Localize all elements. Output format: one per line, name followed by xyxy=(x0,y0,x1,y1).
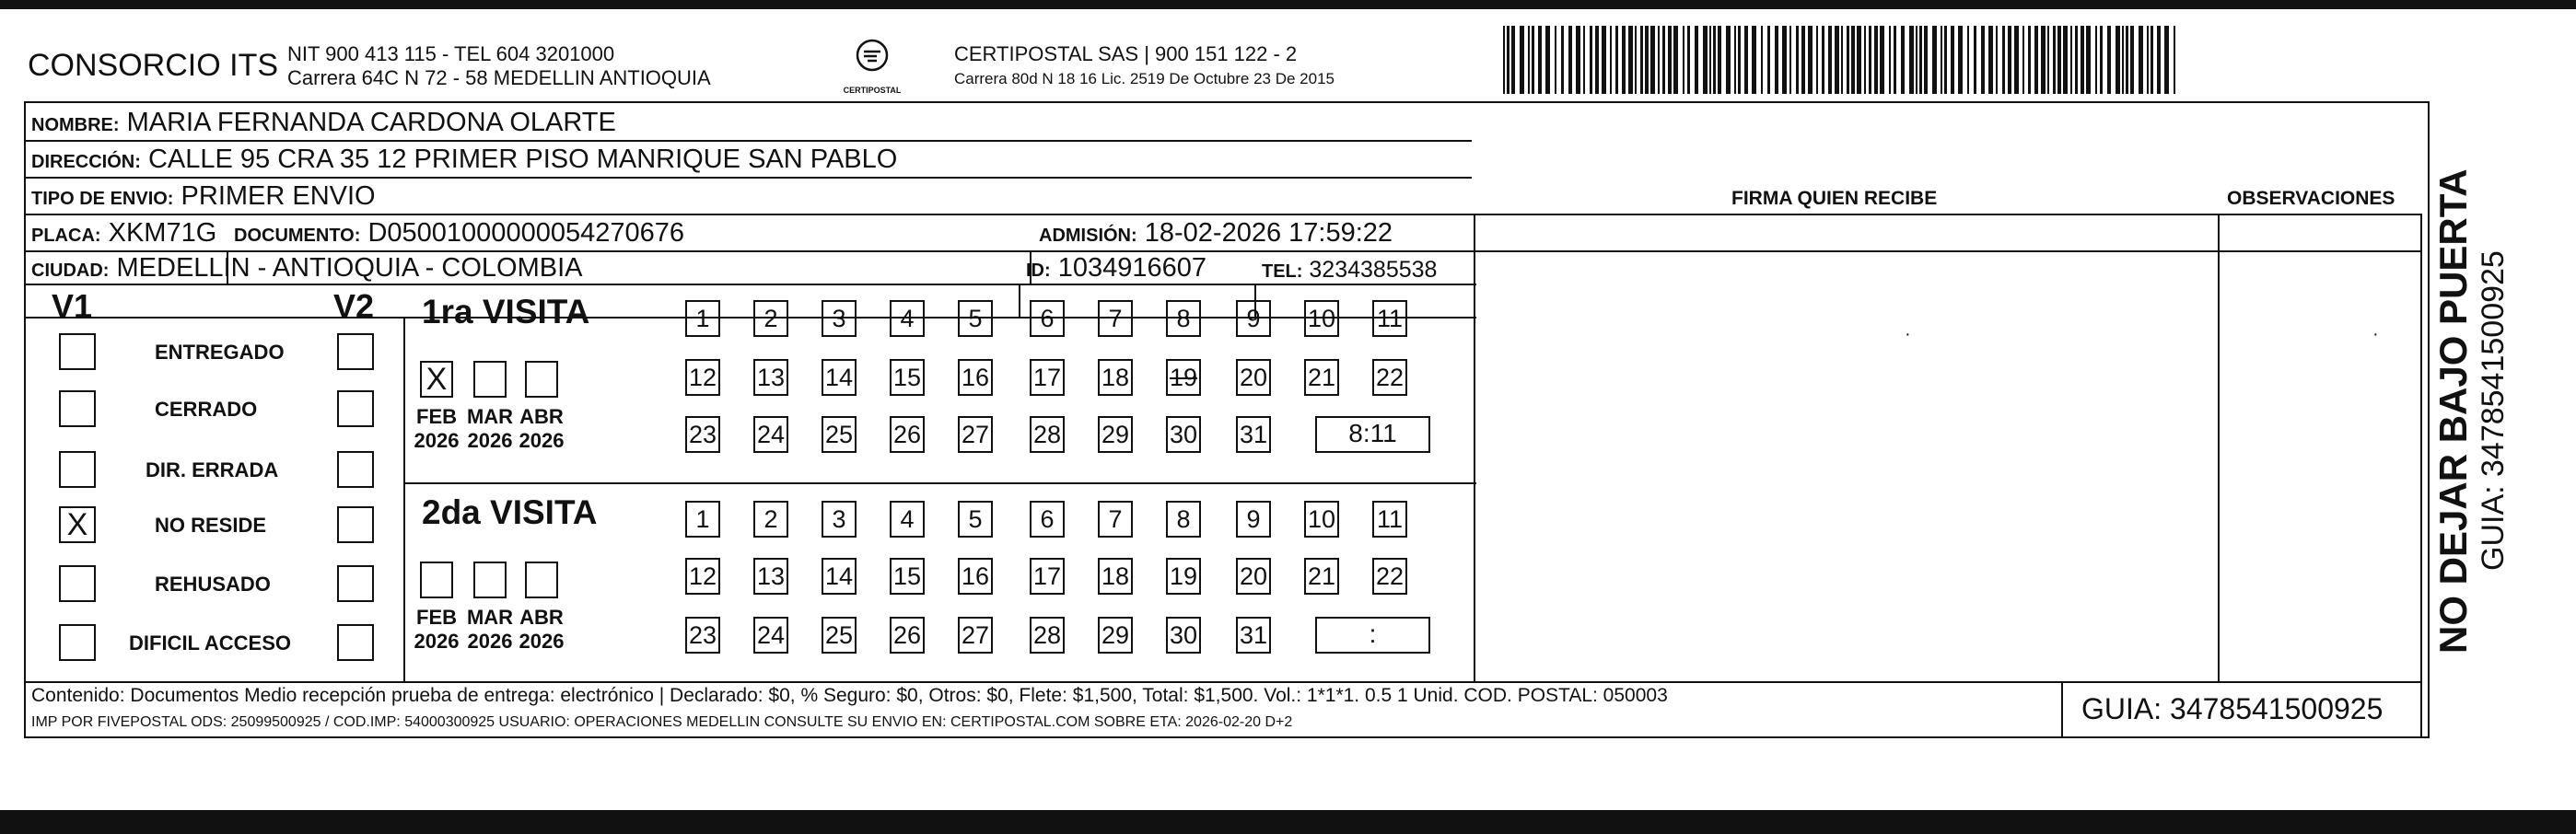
first-visit-day-21[interactable]: 21 xyxy=(1304,359,1339,396)
month-label: ABR 2026 xyxy=(519,405,565,452)
v1-checkbox-dificil-acceso[interactable] xyxy=(59,624,96,661)
barcode-bar xyxy=(1909,26,1914,94)
placa-field xyxy=(31,217,216,251)
v2-checkbox-no-reside[interactable] xyxy=(337,506,374,543)
barcode-bar xyxy=(2081,26,2084,94)
status-label: ENTREGADO xyxy=(155,341,285,364)
barcode-bar xyxy=(1590,26,1592,94)
barcode-bar xyxy=(1635,26,1637,94)
barcode-bar xyxy=(1864,26,1866,94)
nombre-row xyxy=(31,107,616,141)
first-visit-day-30[interactable]: 30 xyxy=(1166,416,1201,453)
company-line2: Carrera 64C N 72 - 58 MEDELLIN ANTIOQUIA xyxy=(287,66,711,89)
v1-checkbox-no-reside[interactable]: X xyxy=(59,506,96,543)
second-visit-day-25[interactable]: 25 xyxy=(822,617,857,654)
guia-number: GUIA: 3478541500925 xyxy=(2081,692,2384,725)
barcode-bar xyxy=(1822,26,1824,94)
documento-field xyxy=(234,217,684,251)
v1-checkbox-cerrado[interactable] xyxy=(59,390,96,427)
first-visit-day-18[interactable]: 18 xyxy=(1098,359,1133,396)
tipo-value: PRIMER ENVIO xyxy=(181,181,376,211)
barcode-bar xyxy=(2070,26,2072,94)
barcode-bar xyxy=(2053,26,2056,94)
month-label: MAR 2026 xyxy=(466,606,514,653)
admision-label: ADMISIÓN: xyxy=(1039,226,1137,246)
obs-dot: · xyxy=(2372,324,2379,344)
barcode-bar xyxy=(1561,26,1564,94)
first-visit-day-26[interactable]: 26 xyxy=(890,416,925,453)
second-visit-day-2[interactable]: 2 xyxy=(753,501,788,538)
second-visit-day-22[interactable]: 22 xyxy=(1372,558,1407,595)
first-visit-day-1[interactable]: 1 xyxy=(685,300,720,337)
v2-checkbox-dir-errada[interactable] xyxy=(337,451,374,488)
second-visit-day-27[interactable]: 27 xyxy=(958,617,993,654)
v2-checkbox-rehusado[interactable] xyxy=(337,565,374,602)
first-visit-day-25[interactable]: 25 xyxy=(822,416,857,453)
first-visit-day-9[interactable]: 9 xyxy=(1236,300,1271,337)
barcode-bar xyxy=(2122,26,2124,94)
second-visit-day-9[interactable]: 9 xyxy=(1236,501,1271,538)
barcode-bar xyxy=(2002,26,2005,94)
placa-label: PLACA: xyxy=(31,226,101,246)
second-visit-day-4[interactable]: 4 xyxy=(890,501,925,538)
first-visit-day-22[interactable]: 22 xyxy=(1372,359,1407,396)
barcode-bar xyxy=(1894,26,1896,94)
second-visit-day-28[interactable]: 28 xyxy=(1030,617,1065,654)
direccion-row xyxy=(31,144,897,178)
barcode-bar xyxy=(1658,26,1660,94)
id-value: 1034916607 xyxy=(1057,253,1207,283)
side-guia-number: GUIA: 3478541500925 xyxy=(2476,250,2511,571)
second-visit-day-6[interactable]: 6 xyxy=(1030,501,1065,538)
v2-checkbox-entregado[interactable] xyxy=(337,333,374,370)
second-visit-day-30[interactable]: 30 xyxy=(1166,617,1201,654)
first-visit-month-box-abr[interactable] xyxy=(525,361,558,398)
barcode-bar xyxy=(1789,26,1791,94)
barcode-bar xyxy=(2047,26,2049,94)
barcode-bar xyxy=(2107,26,2111,94)
v1-header: V1 xyxy=(52,287,93,325)
first-visit-day-27[interactable]: 27 xyxy=(958,416,993,453)
second-visit-day-18[interactable]: 18 xyxy=(1098,558,1133,595)
barcode-bar xyxy=(1511,26,1515,94)
direccion-value: CALLE 95 CRA 35 12 PRIMER PISO MANRIQUE SAN PABLO xyxy=(147,145,898,174)
barcode-bar xyxy=(1545,26,1550,94)
barcode-bar xyxy=(1528,26,1530,94)
barcode-bar xyxy=(1847,26,1849,94)
first-visit-day-17[interactable]: 17 xyxy=(1030,359,1065,396)
barcode-bar xyxy=(1752,26,1756,94)
barcode-bar xyxy=(2095,26,2097,94)
barcode-bar xyxy=(1650,26,1655,94)
barcode-bar xyxy=(1532,26,1534,94)
barcode-bar xyxy=(1851,26,1855,94)
second-visit-day-10[interactable]: 10 xyxy=(1304,501,1339,538)
first-visit-day-24[interactable]: 24 xyxy=(753,416,788,453)
bottom-edge-bar xyxy=(0,810,2576,834)
second-visit-day-5[interactable]: 5 xyxy=(958,501,993,538)
barcode-bar xyxy=(2147,26,2149,94)
second-visit-day-13[interactable]: 13 xyxy=(753,558,788,595)
v1-checkbox-entregado[interactable] xyxy=(59,333,96,370)
barcode-bar xyxy=(2174,26,2175,94)
documento-value: D05001000000054270676 xyxy=(367,218,684,248)
barcode-bar xyxy=(1761,26,1763,94)
observaciones-header: OBSERVACIONES xyxy=(2227,188,2395,209)
first-visit-day-19[interactable]: 19 xyxy=(1166,359,1201,396)
barcode-bar xyxy=(1767,26,1770,94)
barcode-bar xyxy=(1718,26,1721,94)
barcode-bar xyxy=(1932,26,1937,94)
first-visit-month-box-feb[interactable]: X xyxy=(420,361,453,398)
status-label: DIFICIL ACCESO xyxy=(129,631,292,654)
second-visit-day-20[interactable]: 20 xyxy=(1236,558,1271,595)
tel-value: 3234385538 xyxy=(1309,257,1438,283)
barcode-bar xyxy=(2139,26,2143,94)
barcode-bar xyxy=(1801,26,1805,94)
barcode-bar xyxy=(1738,26,1741,94)
nombre-value: MARIA FERNANDA CARDONA OLARTE xyxy=(126,108,616,137)
barcode-bar xyxy=(1828,26,1832,94)
barcode-bar xyxy=(1916,26,1917,94)
barcode-bar xyxy=(2126,26,2128,94)
second-visit-day-16[interactable]: 16 xyxy=(958,558,993,595)
v2-checkbox-cerrado[interactable] xyxy=(337,390,374,427)
id-field xyxy=(1026,252,1206,286)
first-visit-day-23[interactable]: 23 xyxy=(685,416,720,453)
ciudad-field xyxy=(31,252,583,286)
second-visit-day-29[interactable]: 29 xyxy=(1098,617,1133,654)
barcode-bar xyxy=(2022,26,2024,94)
barcode-bar xyxy=(1726,26,1731,94)
barcode-bar xyxy=(1816,26,1818,94)
first-visit-day-5[interactable]: 5 xyxy=(958,300,993,337)
barcode-bar xyxy=(1695,26,1698,94)
footer-print-info: IMP POR FIVEPOSTAL ODS: 25099500925 / COD.IMP: 54000300925 USUARIO: OPERACIONES MEDELLIN CONSULTE SU ENVIO EN: CERTIPOSTAL.COM SOBRE ETA: 2026-02-20 D+2 xyxy=(31,714,1293,730)
barcode-bar xyxy=(1996,26,1998,94)
barcode-bar xyxy=(1568,26,1572,94)
ciudad-value: MEDELLIN - ANTIOQUIA - COLOMBIA xyxy=(116,253,583,283)
second-visit-day-11[interactable]: 11 xyxy=(1372,501,1407,538)
barcode-bar xyxy=(2028,26,2031,94)
barcode-bar xyxy=(2075,26,2078,94)
barcode-bar xyxy=(1782,26,1787,94)
status-label: REHUSADO xyxy=(155,573,271,596)
second-visit-day-7[interactable]: 7 xyxy=(1098,501,1133,538)
nombre-label: NOMBRE: xyxy=(31,115,120,135)
barcode-bar xyxy=(1889,26,1891,94)
second-visit-day-12[interactable]: 12 xyxy=(685,558,720,595)
v2-checkbox-dificil-acceso[interactable] xyxy=(337,624,374,661)
first-visit-day-16[interactable]: 16 xyxy=(958,359,993,396)
v1-checkbox-rehusado[interactable] xyxy=(59,565,96,602)
barcode-bar xyxy=(1507,26,1509,94)
direccion-label: DIRECCIÓN: xyxy=(31,152,141,172)
first-visit-day-8[interactable]: 8 xyxy=(1166,300,1201,337)
logo-label: CERTIPOSTAL xyxy=(843,86,902,95)
second-visit-month-box-abr[interactable] xyxy=(525,562,558,598)
barcode-bar xyxy=(2057,26,2061,94)
barcode-bar xyxy=(1683,26,1684,94)
barcode-bar xyxy=(1967,26,1969,94)
barcode-bar xyxy=(2086,26,2091,94)
placa-value: XKM71G xyxy=(108,218,217,248)
barcode-bar xyxy=(1874,26,1878,94)
barcode-bar xyxy=(1520,26,1524,94)
admision-value: 18-02-2026 17:59:22 xyxy=(1144,218,1393,248)
barcode-graphic xyxy=(1503,26,2185,94)
firma-header: FIRMA QUIEN RECIBE xyxy=(1731,188,1938,209)
barcode-bar xyxy=(1668,26,1672,94)
month-label: MAR 2026 xyxy=(466,405,514,452)
barcode-bar xyxy=(2063,26,2068,94)
first-visit-day-11[interactable]: 11 xyxy=(1372,300,1407,337)
barcode-bar xyxy=(2157,26,2161,94)
barcode-bar xyxy=(1988,26,1993,94)
barcode-bar xyxy=(1610,26,1612,94)
barcode-bar xyxy=(1958,26,1963,94)
company-line1: NIT 900 413 115 - TEL 604 3201000 xyxy=(287,42,615,65)
barcode-bar xyxy=(1734,26,1736,94)
month-label: ABR 2026 xyxy=(519,606,565,653)
tipo-label: TIPO DE ENVIO: xyxy=(31,189,174,209)
barcode-bar xyxy=(2100,26,2103,94)
first-visit-time-box[interactable]: 8:11 xyxy=(1315,416,1430,453)
second-visit-day-26[interactable]: 26 xyxy=(890,617,925,654)
second-visit-day-24[interactable]: 24 xyxy=(753,617,788,654)
first-visit-day-3[interactable]: 3 xyxy=(822,300,857,337)
second-visit-day-3[interactable]: 3 xyxy=(822,501,857,538)
barcode-bar xyxy=(2151,26,2153,94)
second-visit-day-19[interactable]: 19 xyxy=(1166,558,1201,595)
first-visit-day-14[interactable]: 14 xyxy=(822,359,857,396)
barcode-bar xyxy=(1796,26,1799,94)
first-visit-title: 1ra VISITA xyxy=(422,293,590,330)
barcode-bar xyxy=(1974,26,1976,94)
admision-field xyxy=(1039,217,1393,251)
barcode-bar xyxy=(1713,26,1716,94)
tel-field xyxy=(1262,254,1437,287)
barcode-bar xyxy=(1662,26,1665,94)
second-visit-day-17[interactable]: 17 xyxy=(1030,558,1065,595)
barcode-bar xyxy=(1941,26,1942,94)
first-visit-day-13[interactable]: 13 xyxy=(753,359,788,396)
second-visit-month-box-feb[interactable] xyxy=(420,562,453,598)
barcode-bar xyxy=(1640,26,1643,94)
barcode-bar xyxy=(1869,26,1871,94)
barcode-bar xyxy=(2041,26,2046,94)
first-visit-day-28[interactable]: 28 xyxy=(1030,416,1065,453)
first-visit-day-31[interactable]: 31 xyxy=(1236,416,1271,453)
status-label: DIR. ERRADA xyxy=(146,458,279,481)
barcode-bar xyxy=(1709,26,1711,94)
barcode-bar xyxy=(2164,26,2169,94)
footer-contents: Contenido: Documentos Medio recepción prueba de entrega: electrónico | Declarado: $0, % Seguro: $0, Otros: $0, Flete: $1,500, Total: $1,500. Vol.: 1*1*1. 0.5 1 Unid. COD. POSTAL: 050003 xyxy=(31,685,1668,706)
second-visit-day-31[interactable]: 31 xyxy=(1236,617,1271,654)
first-visit-day-6[interactable]: 6 xyxy=(1030,300,1065,337)
first-visit-day-2[interactable]: 2 xyxy=(753,300,788,337)
tel-label: TEL: xyxy=(1262,261,1303,282)
month-label: FEB 2026 xyxy=(414,606,460,653)
first-visit-day-7[interactable]: 7 xyxy=(1098,300,1133,337)
second-visit-month-box-mar[interactable] xyxy=(473,562,507,598)
second-visit-day-1[interactable]: 1 xyxy=(685,501,720,538)
firma-dot: · xyxy=(1905,324,1911,344)
no-dejar-warning: NO DEJAR BAJO PUERTA xyxy=(2431,168,2475,654)
barcode-bar xyxy=(1576,26,1580,94)
month-label: FEB 2026 xyxy=(414,405,460,452)
barcode-bar xyxy=(1602,26,1606,94)
barcode-bar xyxy=(1841,26,1843,94)
barcode-bar xyxy=(2116,26,2120,94)
certipostal-logo xyxy=(840,35,904,99)
second-visit-time-box[interactable]: : xyxy=(1315,617,1430,654)
barcode-bar xyxy=(1744,26,1748,94)
barcode-bar xyxy=(2034,26,2038,94)
second-visit-day-23[interactable]: 23 xyxy=(685,617,720,654)
barcode-bar xyxy=(1595,26,1599,94)
first-visit-day-29[interactable]: 29 xyxy=(1098,416,1133,453)
first-visit-month-box-mar[interactable] xyxy=(473,361,507,398)
barcode-bar xyxy=(1775,26,1778,94)
company-name: CONSORCIO ITS xyxy=(28,48,279,83)
barcode-bar xyxy=(2014,26,2019,94)
first-visit-day-20[interactable]: 20 xyxy=(1236,359,1271,396)
top-edge-bar xyxy=(0,0,2576,9)
second-visit-day-8[interactable]: 8 xyxy=(1166,501,1201,538)
second-visit-day-14[interactable]: 14 xyxy=(822,558,857,595)
documento-label: DOCUMENTO: xyxy=(234,226,361,246)
barcode-bar xyxy=(1622,26,1626,94)
barcode-bar xyxy=(1583,26,1585,94)
second-visit-title: 2da VISITA xyxy=(422,493,598,531)
barcode-bar xyxy=(1944,26,1947,94)
v2-header: V2 xyxy=(333,287,375,325)
first-visit-day-12[interactable]: 12 xyxy=(685,359,720,396)
delivery-form xyxy=(24,101,2430,738)
barcode-bar xyxy=(1951,26,1954,94)
second-visit-day-15[interactable]: 15 xyxy=(890,558,925,595)
tipo-row xyxy=(31,180,376,214)
barcode-bar xyxy=(1981,26,1985,94)
second-visit-day-21[interactable]: 21 xyxy=(1304,558,1339,595)
ciudad-label: CIUDAD: xyxy=(31,261,110,281)
barcode-bar xyxy=(2130,26,2134,94)
certi-line2: Carrera 80d N 18 16 Lic. 2519 De Octubre 23 De 2015 xyxy=(954,70,1335,87)
barcode-bar xyxy=(1924,26,1928,94)
first-visit-day-15[interactable]: 15 xyxy=(890,359,925,396)
first-visit-day-10[interactable]: 10 xyxy=(1304,300,1339,337)
barcode-bar xyxy=(1880,26,1884,94)
barcode-bar xyxy=(1628,26,1633,94)
barcode-bar xyxy=(1503,26,1505,94)
id-label: ID: xyxy=(1026,261,1051,281)
barcode-bar xyxy=(1808,26,1813,94)
first-visit-day-4[interactable]: 4 xyxy=(890,300,925,337)
barcode-bar xyxy=(2008,26,2011,94)
barcode-bar xyxy=(1615,26,1618,94)
barcode-bar xyxy=(1703,26,1708,94)
barcode-bar xyxy=(1835,26,1839,94)
barcode-bar xyxy=(1687,26,1690,94)
barcode-bar xyxy=(1538,26,1542,94)
status-label: NO RESIDE xyxy=(155,514,267,537)
certi-line1: CERTIPOSTAL SAS | 900 151 122 - 2 xyxy=(954,42,1298,65)
barcode-bar xyxy=(1673,26,1678,94)
v1-checkbox-dir-errada[interactable] xyxy=(59,451,96,488)
barcode-bar xyxy=(1857,26,1861,94)
barcode-bar xyxy=(1645,26,1649,94)
barcode-bar xyxy=(1901,26,1905,94)
barcode-bar xyxy=(1555,26,1556,94)
barcode-bar xyxy=(1919,26,1922,94)
status-label: CERRADO xyxy=(155,398,258,421)
